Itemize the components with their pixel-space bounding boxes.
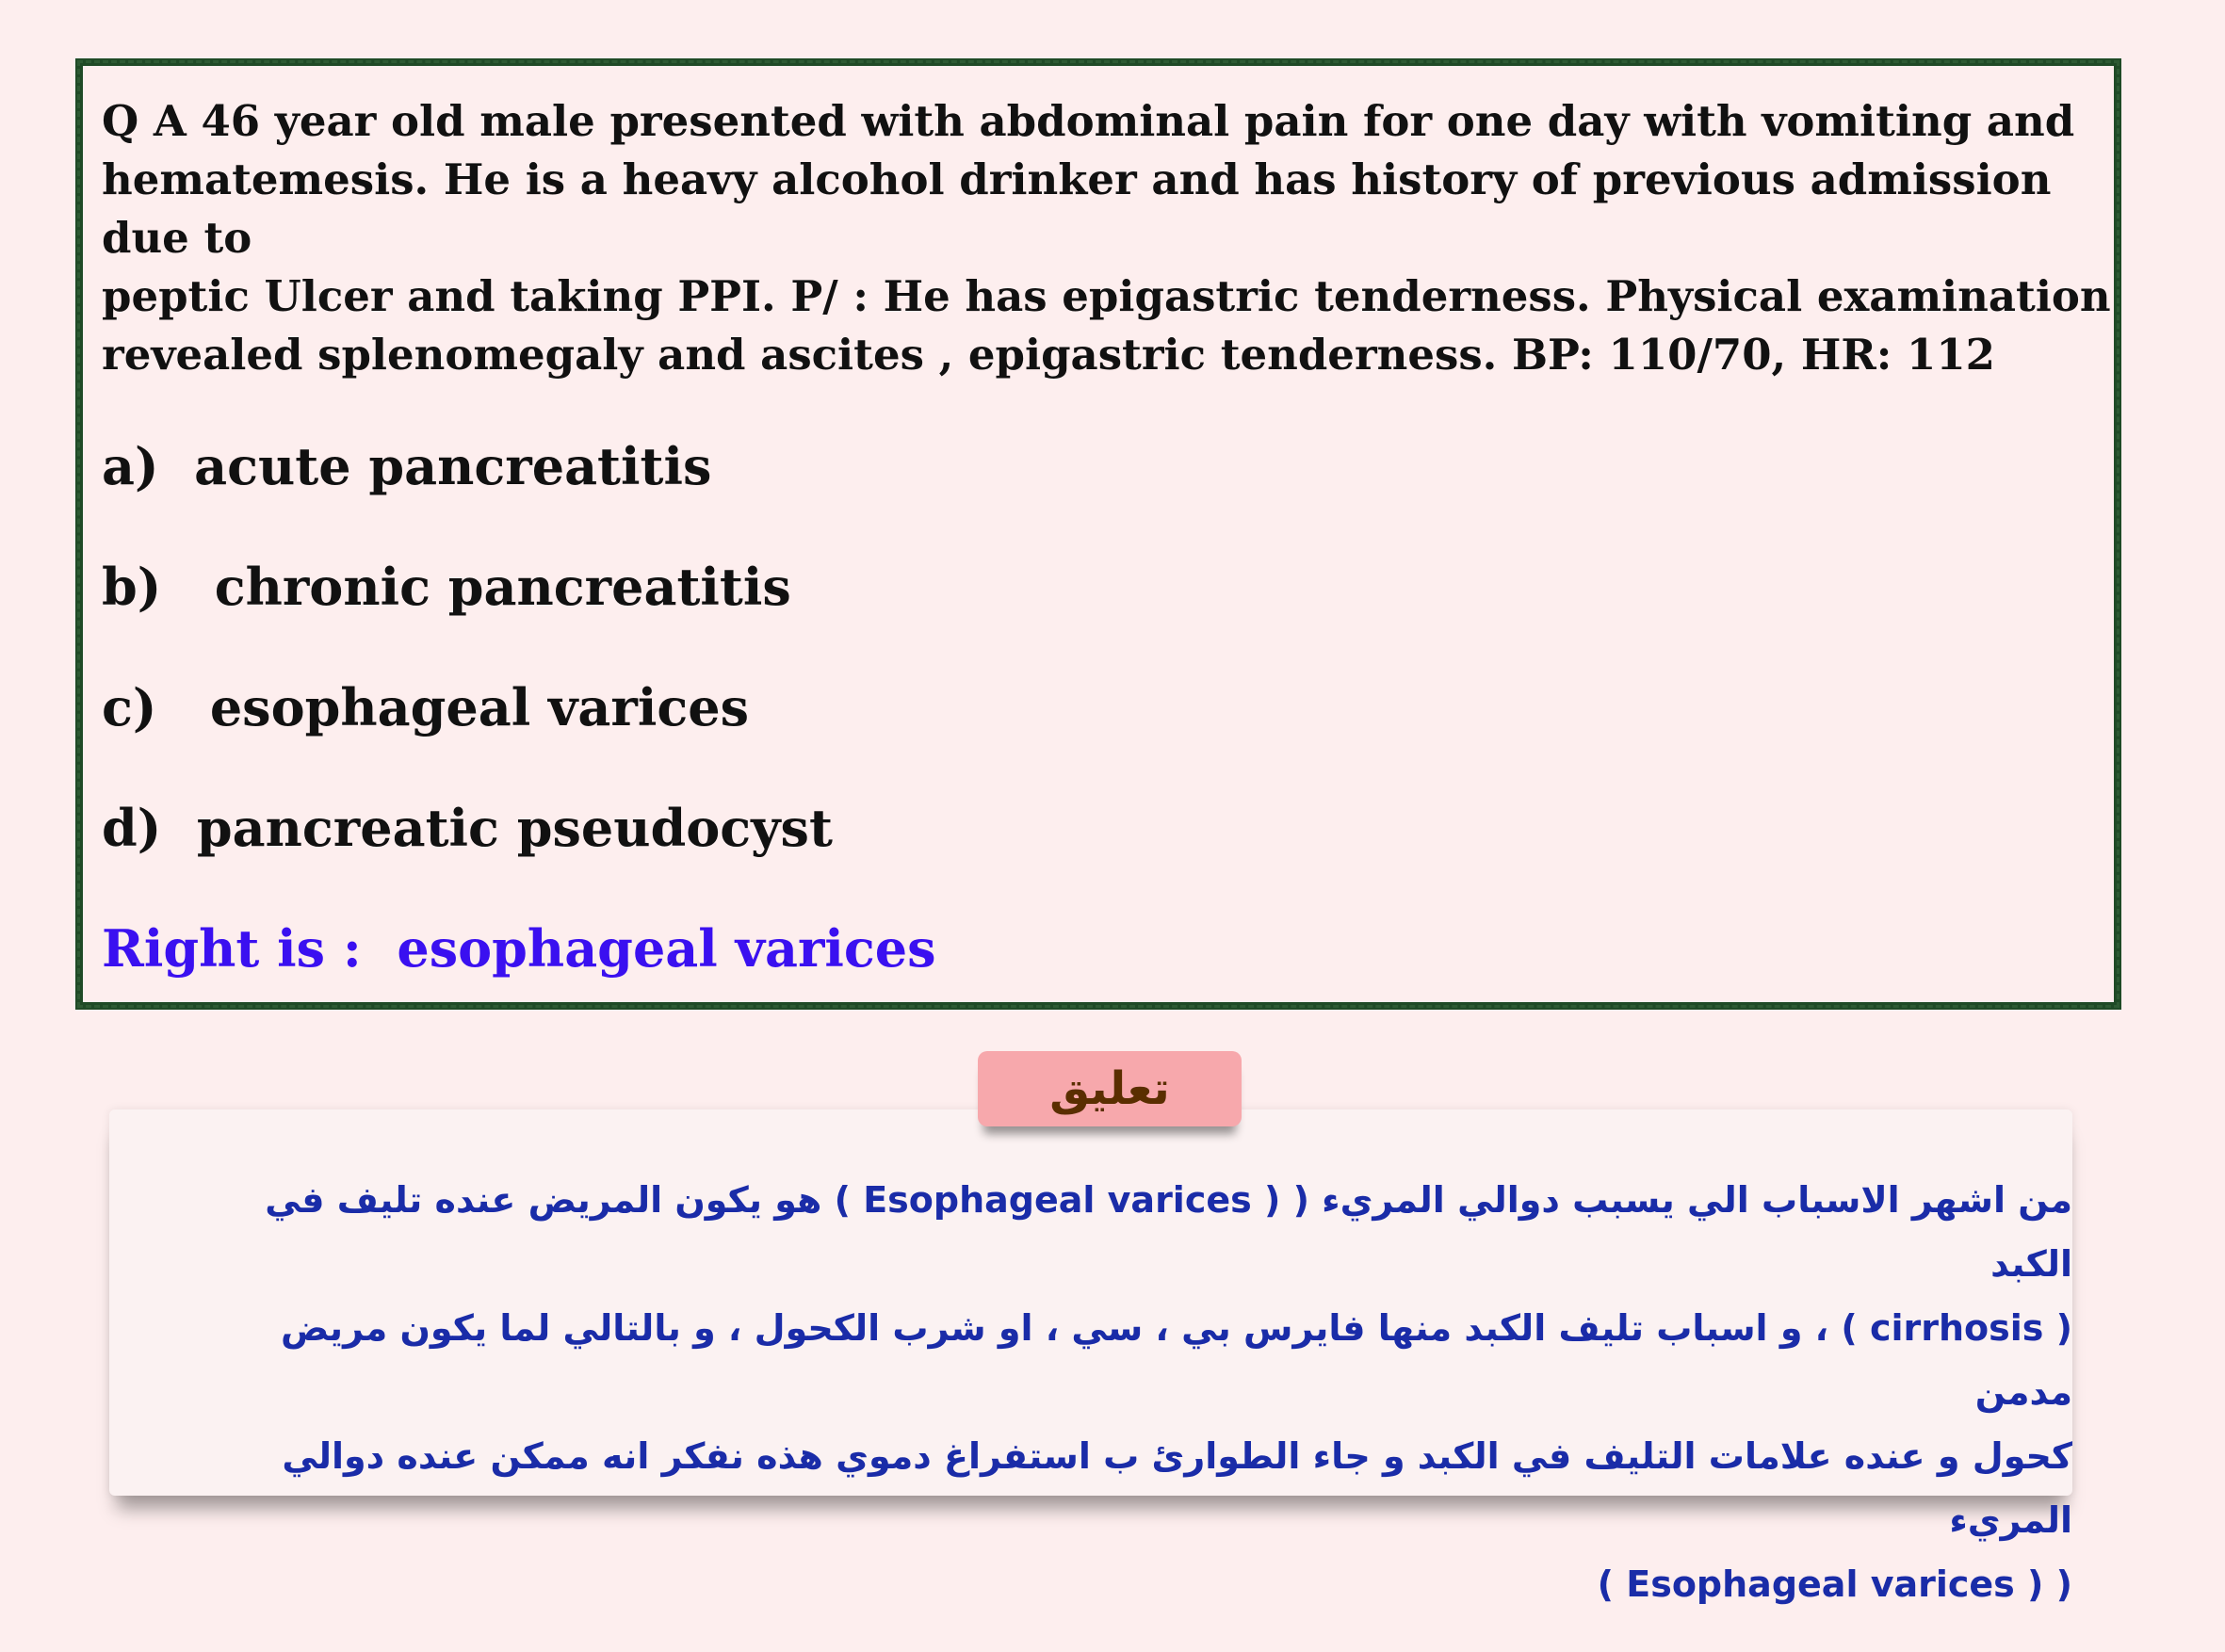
question-box [75,58,2121,1010]
option-d[interactable]: d) pancreatic pseudocyst [102,798,833,858]
option-b[interactable]: b) chronic pancreatitis [102,557,791,617]
option-a[interactable]: a) acute pancreatitis [102,436,712,496]
comment-body: من اشهر الاسباب الي يسبب دوالي المريء ( ( Esophageal varices ) هو يكون المريض عنده تليف في الكبد ( cirrhosis ) ، و اسباب تليف الكبد منها فايرس بي ، سي ، او شرب الكحول ، و بالتالي لما يكون مريض مدمن كحول و عنده علامات التليف في الكبد و جاء الطوارئ ب استفراغ دموي هذه نفكر انه ممكن عنده دوالي المريء ( ( Esophageal varices ) [265,1179,2072,1605]
question-stem: Q A 46 year old male presented with abdominal pain for one day with vomiting and hematemesis. He is a heavy alcohol drinker and has history of previous admission due to peptic Ulcer and taking PPI. P/ : He has epigastric tenderness. Physical examination revealed splenomegaly and ascites , epigastric tenderness. BP: 110/70, HR: 112 [102,96,2111,380]
comment-title-tab: تعليق [978,1051,1242,1126]
option-c[interactable]: c) esophageal varices [102,677,749,737]
correct-answer: Right is : esophageal varices [102,918,936,979]
answer-options [102,433,833,915]
